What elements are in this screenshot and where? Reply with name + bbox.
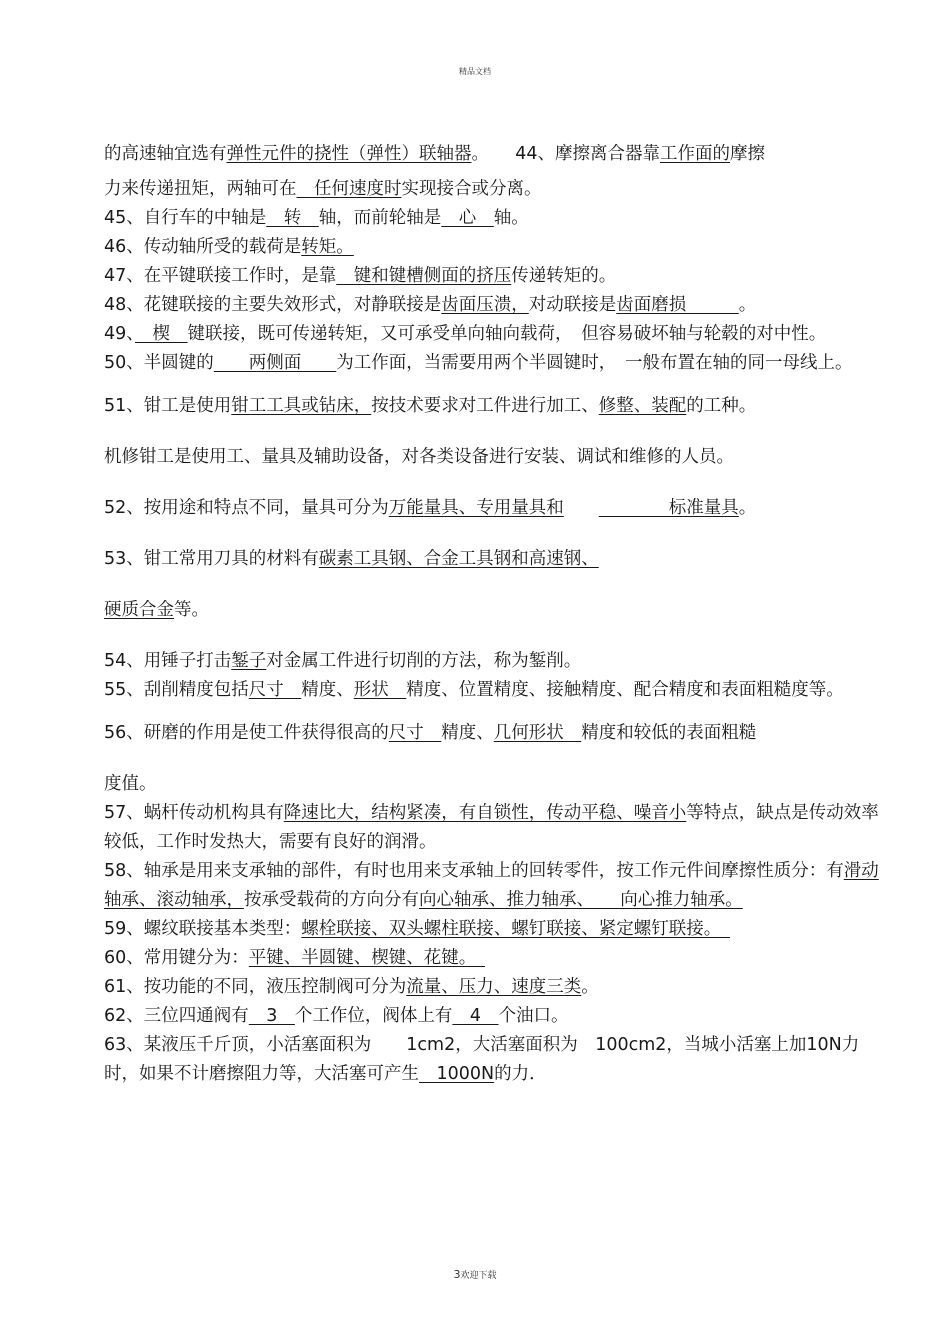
page-header: 精品文档 (459, 67, 491, 76)
question-63: 63、某液压千斤顶，小活塞面积为 1cm2，大活塞面积为 100cm2，当城小活塞上加10N力时，如果不计磨擦阻力等，大活塞可产生 1000N的力． (104, 1035, 860, 1084)
question-52: 52、按用途和特点不同，量具可分为万能量具、专用量具和 标准量具。 (104, 498, 757, 518)
question-48: 48、花键联接的主要失效形式，对静联接是齿面压溃，对动联接是齿面磨损 。 (104, 295, 757, 315)
question-59: 59、螺纹联接基本类型：螺栓联接、双头螺柱联接、螺钉联接、紧定螺钉联接。 (104, 919, 731, 939)
question-51-cont: 机修钳工是使用工、量具及辅助设备，对各类设备进行安装、调试和维修的人员。 (104, 447, 734, 467)
question-61: 61、按功能的不同，液压控制阀可分为流量、压力、速度三类。 (104, 977, 599, 997)
line-1: 的高速轴宜选有弹性元件的挠性（弹性）联轴器。 44、摩擦离合器靠工作面的摩擦 (104, 144, 766, 164)
page-footer (0, 1268, 950, 1281)
question-51: 51、钳工是使用钳工工具或钻床，按技术要求对工件进行加工、修整、装配的工种。 (104, 396, 757, 416)
page-number: 3 (453, 1268, 461, 1281)
question-49: 49、 楔 键联接，既可传递转矩，又可承受单向轴向载荷， 但容易破坏轴与轮毂的对中性。 (104, 324, 827, 344)
question-56: 56、研磨的作用是使工件获得很高的尺寸 精度、几何形状 精度和较低的表面粗糙 (104, 723, 757, 743)
question-47: 47、在平键联接工作时，是靠 键和键槽侧面的挤压传递转矩的。 (104, 266, 617, 286)
question-53: 53、钳工常用刀具的材料有碳素工具钢、合金工具钢和高速钢、 (104, 549, 599, 569)
question-57: 57、蜗杆传动机构具有降速比大，结构紧凑，有自锁性，传动平稳、噪音小等特点，缺点是传动效率较低，工作时发热大，需要有良好的润滑。 (104, 803, 879, 852)
question-54: 54、用锤子打击錾子对金属工件进行切削的方法，称为錾削。 (104, 651, 582, 671)
question-62: 62、三位四通阀有 3 个工作位，阀体上有 4 个油口。 (104, 1006, 569, 1026)
footer-text: 欢迎下载 (460, 1271, 497, 1281)
document-body (104, 140, 894, 1089)
question-56-cont: 度值。 (104, 774, 157, 794)
question-60: 60、常用键分为：平键、半圆键、楔键、花键。 (104, 948, 486, 968)
question-53-cont: 硬质合金等。 (104, 600, 209, 620)
question-50: 50、半圆键的 两侧面 为工作面，当需要用两个半圆键时， 一般布置在轴的同一母线上。 (104, 353, 853, 373)
question-58: 58、轴承是用来支承轴的部件，有时也用来支承轴上的回转零件，按工作元件间摩擦性质分：有滑动轴承、滚动轴承，按承受载荷的方向分有向心轴承、推力轴承、 向心推力轴承。 (104, 861, 879, 910)
question-46: 46、传动轴所受的载荷是转矩。 (104, 237, 354, 257)
question-44-cont: 力来传递扭矩，两轴可在 任何速度时实现接合或分离。 (104, 179, 542, 199)
question-55: 55、刮削精度包括尺寸 精度、形状 精度、位置精度、接触精度、配合精度和表面粗糙度等。 (104, 680, 844, 700)
question-45: 45、自行车的中轴是 转 轴，而前轮轴是 心 轴。 (104, 208, 529, 228)
